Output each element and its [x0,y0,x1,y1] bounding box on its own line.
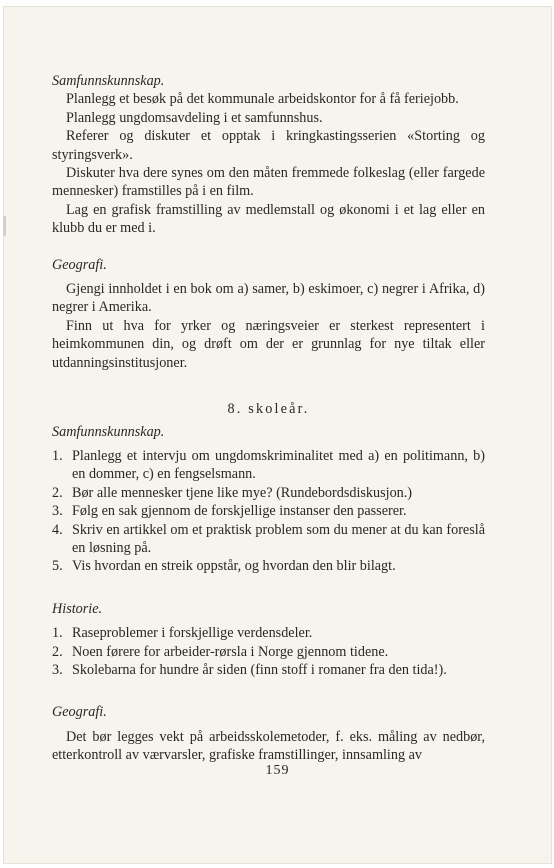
list-item [52,484,485,502]
paragraph: Planlegg ungdomsavdeling i et samfunnshus. [66,109,323,126]
list-text: Følg en sak gjennom de forskjellige instanser den passerer. [72,503,407,520]
list-number: 3. [52,503,63,520]
list-text: Raseproblemer i forskjellige verdensdeler. [72,625,313,642]
paragraph: Gjengi innholdet i en bok om a) samer, b) eskimoer, c) negrer i Afrika, d) negrer i Amerika. [52,281,485,316]
list-number: 2. [52,643,63,660]
section-heading-geografi: Geografi. [52,704,107,721]
paragraph: Planlegg et besøk på det kommunale arbeidskontor for å få feriejobb. [66,91,459,108]
list-item [52,624,485,642]
paragraph: Diskuter hva dere synes om den måten fremmede folkeslag (eller fargede mennesker) framstilles på i en film. [52,165,485,200]
numbered-list [52,624,485,679]
paragraph: Lag en grafisk framstilling av medlemstall og økonomi i et lag eller en klubb du er med i. [52,201,485,237]
spacer [52,679,485,703]
list-number: 1. [52,625,63,642]
spacer [52,372,485,400]
section-heading-historie: Historie. [52,600,103,617]
list-item [52,502,485,520]
paragraph: Referer og diskuter et opptak i kringkastingsserien «Storting og styringsverk». [52,128,485,163]
list-text: Skolebarna for hundre år siden (finn stoff i romaner fra den tida!). [72,661,447,678]
list-number: 3. [52,661,63,678]
page-content [52,72,485,765]
book-page [3,6,552,864]
list-text: Bør alle mennesker tjene like mye? (Rundebordsdiskusjon.) [72,484,413,501]
section-heading-samfunnskunnskap: Samfunnskunnskap. [52,423,165,440]
list-number: 1. [52,447,63,464]
list-number: 4. [52,521,63,538]
section-heading-samfunnskunnskap: Samfunnskunnskap. [52,73,165,89]
spacer [52,238,485,256]
numbered-list [52,447,485,576]
spacer [52,576,485,600]
list-text: Noen førere for arbeider-rørsla i Norge gjennom tidene. [72,643,389,660]
list-item [52,447,485,484]
list-item [52,557,485,575]
list-text: Planlegg et intervju om ungdomskriminalitet med a) en politimann, b) en dommer, c) en fengselsmann. [72,447,485,483]
section-heading-geografi: Geografi. [52,256,107,273]
list-number: 5. [52,558,63,575]
list-number: 2. [52,484,63,501]
paragraph: Det bør legges vekt på arbeidsskolemetoder, f. eks. måling av nedbør, etterkontroll av værvarsler, grafiske framstillinger, innsamling av [52,728,485,764]
list-item [52,643,485,661]
school-year-title: 8. skoleår. [227,401,310,418]
page-number: 159 [265,763,290,778]
list-item [52,521,485,558]
list-item [52,661,485,679]
page-edge-mark [3,216,6,236]
paragraph: Finn ut hva for yrker og næringsveier er sterkest representert i heimkommunen din, og drøft om der er grunnlag for nye tiltak eller utdanningsinstitusjoner. [52,317,485,371]
list-text: Vis hvordan en streik oppstår, og hvordan den blir bilagt. [72,558,396,575]
list-text: Skriv en artikkel om et praktisk problem som du mener at du kan foreslå en løsning på. [72,521,485,556]
